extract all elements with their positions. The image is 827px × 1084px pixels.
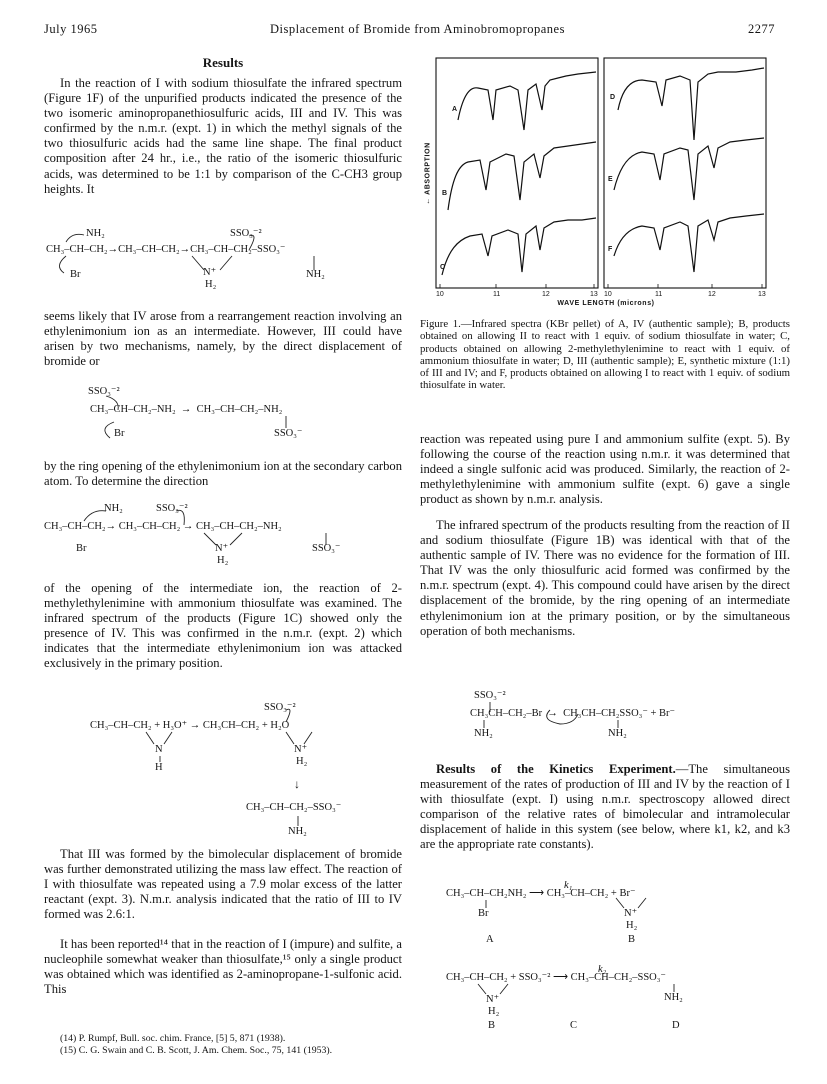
s4-down-arrow: ↓ (294, 777, 300, 791)
s7-nh2: NH₂ (664, 992, 683, 1003)
paragraph-1: In the reaction of I with sodium thiosulfate the infrared spectrum (Figure 1F) of the unpurified products indicated the presence of the two isomeric aminopropanethiosulfuric acids, III and IV. This was confirmed by the n.m.r. (expt. 1) in which the methyl signals of the two thiosulfuric acids had the same line shape. The final product composition after 24 hr., i.e., the ratio of the isomeric thiosulfuric acids, was determined to be 1:1 by comparison of the C-CH3 group heights. It (44, 76, 402, 196)
s1-nh2: NH₂ (86, 228, 105, 239)
right-paragraph-2: The infrared spectrum of the products resulting from the reaction of II and sodium thiosulfate (Figure 1B) was identical with that of the authentic sample of IV. There was no evidence for the formation of III. That IV was the only thiosulfuric acid formed was confirmed by the n.m.r. spectrum (expt. 4). This compound could have arisen by the direct displacement of the bromide, by the ring opening of an intermediate ethylenimonium ion at the primary position, or by the simultaneous operation of both mechanisms. (420, 518, 790, 638)
tick-right-12: 12 (708, 291, 716, 298)
s4-product: CH₃–CH–CH₂–SSO₃⁻ (246, 802, 342, 813)
kinetics-paragraph (420, 762, 790, 853)
s1-br: Br (70, 269, 81, 280)
ir-spectra-plot (418, 50, 790, 310)
s4-nplus: N⁺ (294, 744, 308, 755)
scheme-2 (84, 386, 364, 442)
s4-line: CH₃–CH–CH₂ + H₃O⁺ → CH₃CH–CH₂ + H₂O (90, 720, 290, 731)
tick-left-10: 10 (436, 291, 444, 298)
tick-right-11: 11 (655, 291, 663, 298)
s7-label-d: D (672, 1020, 680, 1031)
s1-line: CH₃–CH–CH₂→CH₃–CH–CH₂→CH₃–CH–CH₂–SSO₃⁻ (46, 244, 286, 255)
s3-h2: H₂ (217, 555, 229, 566)
spectrum-f (614, 214, 764, 272)
s6-h2: H₂ (626, 920, 638, 931)
figure-caption: Figure 1.—Infrared spectra (KBr pellet) of A, IV (authentic sample); B, products obtained on allowing II to react with 1 equiv. of sodium thiosulfate in water; C, products obtained on allowing 2-methylethylenimine to react with 1 equiv. of ammonium thiosulfate in water; D, III (authentic sample); E, synthetic mixture (1:1) of III and IV; and F, products obtained on allowing I to react with 1 equiv. of sodium thiosulfate in water. (420, 318, 790, 392)
s1-h2: H₂ (205, 279, 217, 290)
scheme-4 (86, 702, 386, 842)
s3-nh2: NH₂ (104, 503, 123, 514)
s2-sso3: SSO₃⁻² (88, 386, 120, 397)
s5-nh2a: NH₂ (474, 728, 493, 739)
panel-label-f: F (608, 246, 613, 253)
s3-line: CH₃–CH–CH₂→ CH₃–CH–CH₂ → CH₃–CH–CH₂–NH₂ (44, 521, 282, 532)
tick-left-12: 12 (542, 291, 550, 298)
s2-sso3b: SSO₃⁻ (274, 428, 303, 439)
s7-line: CH₃–CH–CH₂ + SSO₃⁻² ⟶ CH₃–CH–CH₂–SSO₃⁻ (446, 972, 666, 983)
right-plot-frame (604, 58, 766, 288)
s3-br: Br (76, 543, 87, 554)
spectrum-d (618, 68, 764, 140)
s2-br: Br (114, 428, 125, 439)
s6-line: CH₃–CH–CH₂NH₂ ⟶ CH₃–CH–CH₂ + Br⁻ (446, 888, 636, 899)
spectrum-a (458, 72, 596, 130)
s5-line: CH₃CH–CH₂–Br → CH₃CH–CH₂SSO₃⁻ + Br⁻ (470, 708, 676, 719)
panel-label-d: D (610, 94, 616, 101)
s6-label-b: B (628, 934, 636, 945)
page-number: 2277 (748, 22, 775, 36)
scheme-3 (44, 503, 406, 571)
paragraph-4: of the opening of the intermediate ion, the reaction of 2-methylethylenimine with ammonium thiosulfate was examined. The infrared spectrum of the products (Figure 1C) showed only the presence of IV. This was confirmed in the n.m.r. (expt. 2) which indicates that the intermediate ethylenimonium ion was attacked exclusively in the primary position. (44, 581, 402, 671)
s7-label-c: C (570, 1020, 578, 1031)
left-plot-frame (436, 58, 598, 288)
figure-1 (418, 50, 790, 310)
paragraph-6: It has been reported¹⁴ that in the reaction of I (impure) and sulfite, a nucleophile somewhat weaker than thiosulfate,¹⁵ only a single product was obtained which was identified as 2-aminopropane-1-sulfonic acid. This (44, 937, 402, 997)
panel-label-e: E (608, 176, 613, 183)
kinetics-heading: Results of the Kinetics Experiment. (436, 762, 676, 776)
paragraph-3: by the ring opening of the ethylenimonium ion at the secondary carbon atom. To determine the direction (44, 459, 402, 489)
x-axis-label: WAVE LENGTH (microns) (557, 300, 655, 307)
s6-label-a: A (486, 934, 494, 945)
x-axis-ticks (440, 284, 762, 288)
s3-sso3b: SSO₃⁻ (312, 543, 341, 554)
tick-left-11: 11 (493, 291, 501, 298)
s4-sso3: SSO₃⁻² (264, 702, 296, 713)
kinetics-text: —The simultaneous measurement of the rates of production of III and IV by the reaction of I with thiosulfate (expt. I) using n.m.r. spectroscopy allowed direct comparison of the relative rates of bimolecular and intramolecular displacement of halide in this system (see below, where k1, k2, and k3 are the appropriate rate constants). (420, 762, 790, 852)
s4-h: H (155, 762, 163, 773)
s3-nplus: N⁺ (215, 543, 229, 554)
s2-line: CH₃–CH–CH₂–NH₂ → CH₃–CH–CH₂–NH₂ (90, 404, 283, 415)
s4-n: N (155, 744, 163, 755)
s3-sso3: SSO₃⁻² (156, 503, 188, 514)
tick-right-13: 13 (758, 291, 766, 298)
scheme-6 (446, 880, 776, 950)
scheme-1 (44, 226, 404, 296)
scheme-7 (446, 964, 796, 1044)
panel-label-c: C (440, 264, 446, 271)
s7-label-b: B (488, 1020, 496, 1031)
spectrum-e (614, 138, 764, 200)
tick-left-13: 13 (590, 291, 598, 298)
s6-nplus: N⁺ (624, 908, 638, 919)
running-header-title: Displacement of Bromide from Aminobromopropanes (270, 22, 565, 36)
s4-h2: H₂ (296, 756, 308, 767)
s1-nplus: N⁺ (203, 267, 217, 278)
footnote-14: (14) P. Rumpf, Bull. soc. chim. France, [5] 5, 871 (1938). (60, 1033, 286, 1044)
scheme-5 (470, 690, 770, 746)
running-header-date: July 1965 (44, 22, 98, 36)
s6-k1: k₁ (564, 880, 573, 891)
paragraph-2: seems likely that IV arose from a rearrangement reaction involving an ethylenimonium ion as an intermediate. However, III could have arisen by two mechanisms, namely, by the direct displacement of bromide or (44, 309, 402, 369)
s5-nh2b: NH₂ (608, 728, 627, 739)
right-paragraph-1: reaction was repeated using pure I and ammonium sulfite (expt. 5). By following the course of the reaction using n.m.r. it was determined that indeed a single sulfonic acid was produced. Similarly, the reaction of 2-methylethylenimine with ammonium sulfite (expt. 6) gave a single product as shown by n.m.r. analysis. (420, 432, 790, 507)
panel-label-a: A (452, 106, 458, 113)
paragraph-5: That III was formed by the bimolecular displacement of bromide was further demonstrated utilizing the mass law effect. The reaction of I with thiosulfate was repeated using a 7.9 molar excess of the latter reactant (expt. 3). N.m.r. analysis indicated that the ratio of III to IV formed was 2.6:1. (44, 847, 402, 922)
s1-sso3: SSO₃⁻² (230, 228, 262, 239)
s5-sso3: SSO₃⁻² (474, 690, 506, 701)
tick-right-10: 10 (604, 291, 612, 298)
s4-nh2: NH₂ (288, 826, 307, 837)
section-heading-results: Results (202, 55, 244, 70)
footnote-15: (15) C. G. Swain and C. B. Scott, J. Am. Chem. Soc., 75, 141 (1953). (60, 1045, 333, 1056)
s7-h2: H₂ (488, 1006, 500, 1017)
s1-nh2b: NH₂ (306, 269, 325, 280)
spectrum-c (442, 218, 596, 275)
s7-nplus: N⁺ (486, 994, 500, 1005)
s6-br: Br (478, 908, 489, 919)
y-axis-label: ← ABSORPTION (424, 142, 432, 205)
spectrum-b (448, 142, 596, 210)
s7-k2: k₂ (598, 964, 607, 975)
panel-label-b: B (442, 190, 448, 197)
